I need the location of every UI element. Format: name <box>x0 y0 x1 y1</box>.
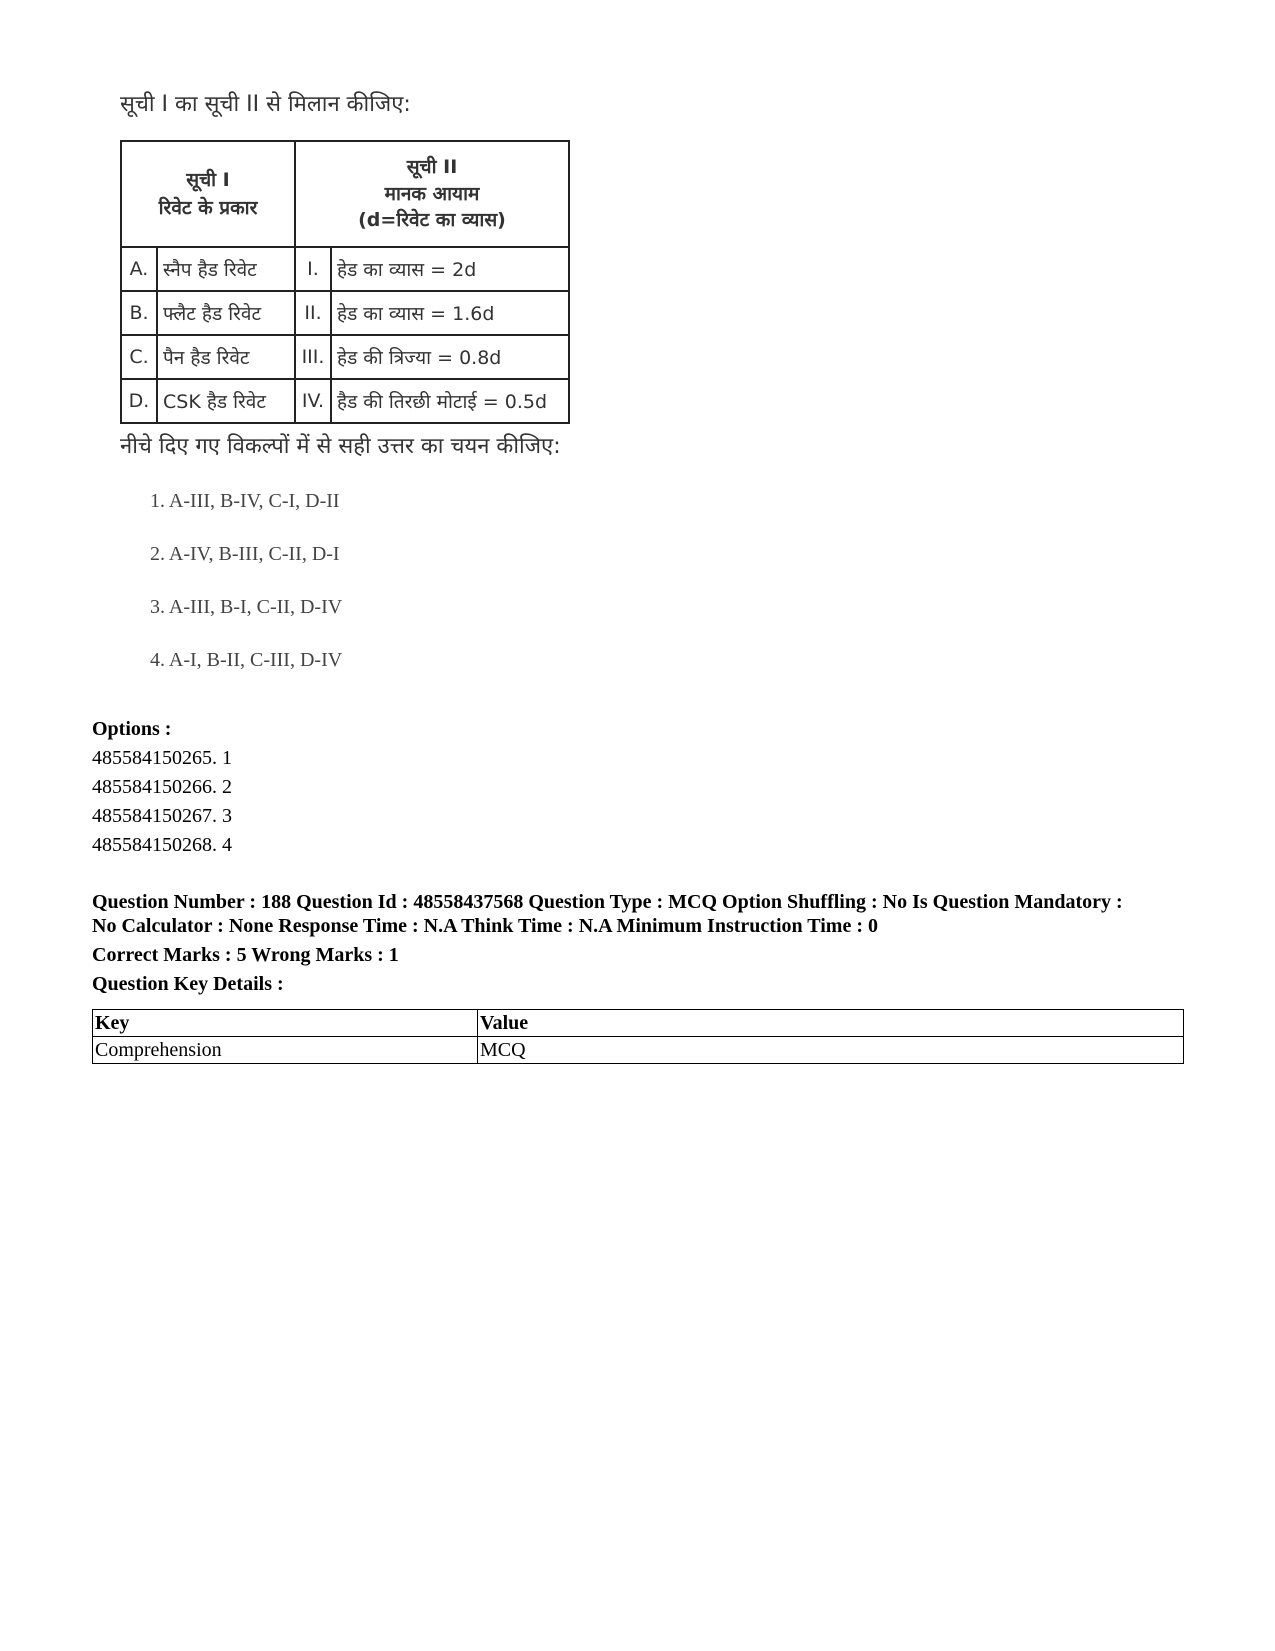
marks-line: Correct Marks : 5 Wrong Marks : 1 <box>92 944 399 966</box>
match-row <box>121 379 569 423</box>
question-meta-line2: No Calculator : None Response Time : N.A Think Time : N.A Minimum Instruction Time : 0 <box>92 915 878 937</box>
row-value: हेड का व्यास = 2d <box>331 247 569 291</box>
match-row <box>121 335 569 379</box>
match-row <box>121 291 569 335</box>
list1-title: सूची I <box>186 168 230 191</box>
option-item: 485584150267. 3 <box>92 805 232 827</box>
row-item: CSK हैड रिवेट <box>157 379 295 423</box>
choice-3: 3. A-III, B-I, C-II, D-IV <box>150 596 343 618</box>
match-table <box>120 140 570 424</box>
list2-note: (d=रिवेट का व्यास) <box>358 209 506 232</box>
choice-1: 1. A-III, B-IV, C-I, D-II <box>150 490 340 512</box>
key-header: Key <box>93 1010 478 1037</box>
row-letter: B. <box>121 291 157 335</box>
row-letter: A. <box>121 247 157 291</box>
row-value: हैड की तिरछी मोटाई = 0.5d <box>331 379 569 423</box>
table-row <box>93 1037 1184 1064</box>
row-roman: IV. <box>295 379 331 423</box>
row-roman: I. <box>295 247 331 291</box>
list2-title: सूची II <box>406 156 458 179</box>
option-item: 485584150266. 2 <box>92 776 232 798</box>
question-meta-line1: Question Number : 188 Question Id : 48558437568 Question Type : MCQ Option Shuffling : No Is Question Mandatory : <box>92 891 1123 913</box>
option-item: 485584150268. 4 <box>92 834 232 856</box>
question-image <box>112 80 632 700</box>
key-cell: Comprehension <box>93 1037 478 1064</box>
row-item: पैन हैड रिवेट <box>157 335 295 379</box>
value-header: Value <box>478 1010 1184 1037</box>
row-roman: II. <box>295 291 331 335</box>
key-table-header <box>93 1010 1184 1037</box>
key-details-heading: Question Key Details : <box>92 973 284 995</box>
list1-header <box>121 141 295 247</box>
row-roman: III. <box>295 335 331 379</box>
row-letter: D. <box>121 379 157 423</box>
row-letter: C. <box>121 335 157 379</box>
list2-header <box>295 141 569 247</box>
choice-4: 4. A-I, B-II, C-III, D-IV <box>150 649 343 671</box>
list2-subtitle: मानक आयाम <box>384 182 480 205</box>
options-heading: Options : <box>92 718 172 740</box>
option-item: 485584150265. 1 <box>92 747 232 769</box>
value-cell: MCQ <box>478 1037 1184 1064</box>
match-row <box>121 247 569 291</box>
list1-subtitle: रिवेट के प्रकार <box>158 197 258 219</box>
choice-2: 2. A-IV, B-III, C-II, D-I <box>150 543 340 565</box>
answer-prompt: नीचे दिए गए विकल्पों में से सही उत्तर का चयन कीजिए: <box>120 434 561 459</box>
row-value: हेड का व्यास = 1.6d <box>331 291 569 335</box>
key-details-table <box>92 1009 1184 1064</box>
match-instruction: सूची I का सूची II से मिलान कीजिए: <box>120 92 411 117</box>
row-item: स्नैप हैड रिवेट <box>157 247 295 291</box>
row-value: हेड की त्रिज्या = 0.8d <box>331 335 569 379</box>
row-item: फ्लैट हैड रिवेट <box>157 291 295 335</box>
